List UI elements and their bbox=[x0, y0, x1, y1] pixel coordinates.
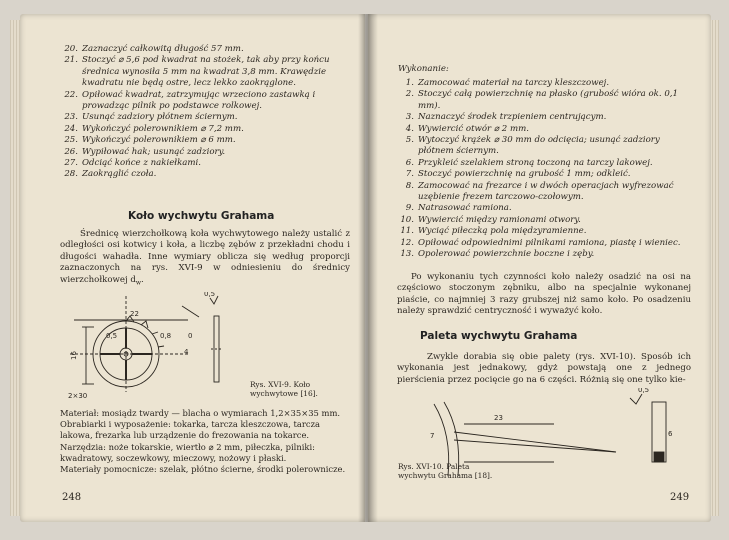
list-item: 7. Stoczyć powierzchnię na grubość 1 mm; odkleić. bbox=[405, 169, 631, 180]
list-item: 4. Wywiercić otwór ⌀ 2 mm. bbox=[405, 123, 530, 134]
list-item: 6. Przykleić szelakiem stroną toczoną na tarczy lakowej. bbox=[405, 157, 653, 168]
list-item: 25. Wykończyć polerownikiem ⌀ 6 mm. bbox=[64, 135, 236, 146]
figure-dimension-label: 0 bbox=[188, 332, 193, 340]
figure-dimension-label: 16 bbox=[70, 351, 78, 360]
escape-wheel-paragraph: Średnicę wierzchołkową koła wychwytowego należy ustalić z odległości osi kotwicy i koła, a liczbę zębów z przekładni chodu i długości wahadła. Inne wymiary oblicza się według proporcji zaznaczonych na rys. XVI-9 w odniesieniu do średnicy wierzchołkowej $d_w$. bbox=[60, 229, 350, 287]
book-gutter bbox=[358, 14, 378, 522]
list-item: 8. Zamocować na frezarce i w dwóch operacjach wyfrezować uzębienie frezem tarczowo-czołowym. bbox=[405, 180, 674, 203]
list-item: 20. Zaznaczyć całkowitą długość 57 mm. bbox=[64, 44, 244, 54]
list-item: 28. Zaokrąglić czoła. bbox=[64, 169, 157, 180]
right-steps-list bbox=[398, 78, 690, 261]
figure-dimension-label: 4 bbox=[184, 348, 189, 356]
materials-line: Materiał: mosiądz twardy — blacha o wymiarach 1,2×35×35 mm. bbox=[60, 408, 341, 418]
list-item: 13. Opolerować powierzchnie boczne i zęby. bbox=[400, 249, 595, 260]
page-number-right: 249 bbox=[670, 492, 690, 503]
list-item: 1. Zamocować materiał na tarczy kleszczowej. bbox=[405, 78, 610, 88]
pallet-side-view-tip bbox=[654, 452, 664, 462]
figure-caption-xvi-9: Rys. XVI-9. Koło wychwytowe [16]. bbox=[250, 380, 318, 399]
list-item: 22. Opiłować kwadrat, zatrzymując wrzeciono zastawką i prowadząc pilnik po podstawce rolkowej. bbox=[64, 89, 316, 112]
figure-dimension-label: 23 bbox=[494, 414, 503, 422]
list-item: 21. Stoczyć ⌀ 5,6 pod kwadrat na stożek, tak aby przy końcu średnica wynosiła 5 mm na kwadrat 3,8 mm. Krawędzie kwadratu nie będą ostre, lecz lekko zaokrąglone. bbox=[64, 55, 330, 89]
section-title-escape-wheel: Koło wychwytu Grahama bbox=[128, 210, 275, 222]
list-item: 5. Wytoczyć krążek ⌀ 30 mm do odcięcia; usunąć zadziory płótnem ściernym. bbox=[405, 135, 660, 157]
figure-dimension-label: 2×30 bbox=[68, 392, 88, 400]
escape-wheel-figure bbox=[64, 292, 242, 402]
list-item: 11. Wyciąć piłeczką pola międzyramienne. bbox=[400, 226, 587, 237]
list-item: 26. Wypiłować hak; usunąć zadziory. bbox=[64, 146, 226, 157]
list-item: 2. Stoczyć całą powierzchnię na płasko (grubość wióra ok. 0,1 mm). bbox=[405, 89, 678, 111]
figure-dimension-label: 0,5 bbox=[204, 292, 216, 298]
list-item: 10. Wywiercić między ramionami otwory. bbox=[400, 214, 581, 225]
figure-dimension-label: 6 bbox=[668, 430, 673, 438]
materials-block bbox=[60, 408, 352, 475]
pallet-paragraph: Zwykle dorabia się obie palety (rys. XVI-10). Sposób ich wykonania jest jednakowy, gdyż powstają one z jednego pierścienia przez pocięcie go na 6 części. Różnią się one tylko kie- bbox=[397, 352, 691, 385]
figure-caption-xvi-10: Rys. XVI-10. Paleta wychwytu Grahama [18]. bbox=[398, 462, 493, 481]
list-item: 3. Naznaczyć środek trzpieniem centrującym. bbox=[405, 112, 607, 123]
surface-finish-mark bbox=[630, 394, 642, 404]
list-item: 24. Wykończyć polerownikiem ⌀ 7,2 mm. bbox=[64, 123, 244, 134]
materials-line: Narzędzia: noże tokarskie, wiertło ⌀ 2 mm, piłeczka, pilniki: kwadratowy, soczewkowy, mieczowy, nożowy i płaski. bbox=[60, 441, 315, 463]
list-item: 9. Natrasować ramiona. bbox=[405, 203, 512, 214]
mounting-paragraph: Po wykonaniu tych czynności koło należy osadzić na osi na częściowo stoczonym zębniku, albo na specjalnie wykonanej piaście, co najmniej 3 razy grubszej niż samo koło. Po osadzeniu należy sprawdzić centryczność i wyważyć koło. bbox=[397, 272, 691, 317]
materials-line: Obrabiarki i wyposażenie: tokarka, tarcza kleszczowa, tarcza lakowa, frezarka lub urządzenie do frezowania na tokarce. bbox=[60, 419, 320, 441]
figure-dimension-label: 22 bbox=[130, 310, 139, 318]
page-number-left: 248 bbox=[62, 492, 82, 503]
list-item: 27. Odciąć końce z nakiełkami. bbox=[64, 158, 202, 169]
figure-dimension-label: 7 bbox=[430, 432, 435, 440]
left-steps-list bbox=[62, 44, 354, 181]
figure-dimension-label: 0,8 bbox=[160, 332, 172, 340]
materials-line: Materiały pomocnicze: szelak, płótno ścierne, środki polerownicze. bbox=[60, 464, 346, 475]
procedure-heading: Wykonanie: bbox=[398, 64, 449, 74]
figure-dimension-label: 0,5 bbox=[638, 388, 650, 394]
section-title-pallet: Paleta wychwytu Grahama bbox=[420, 330, 578, 342]
list-item: 23. Usunąć zadziory płótnem ściernym. bbox=[64, 112, 238, 123]
list-item: 12. Opiłować odpowiednimi pilnikami ramiona, piastę i wieniec. bbox=[400, 237, 681, 248]
figure-dimension-label: 0,5 bbox=[106, 332, 118, 340]
figure-leader-line bbox=[182, 306, 199, 317]
wheel-teeth bbox=[126, 316, 164, 347]
